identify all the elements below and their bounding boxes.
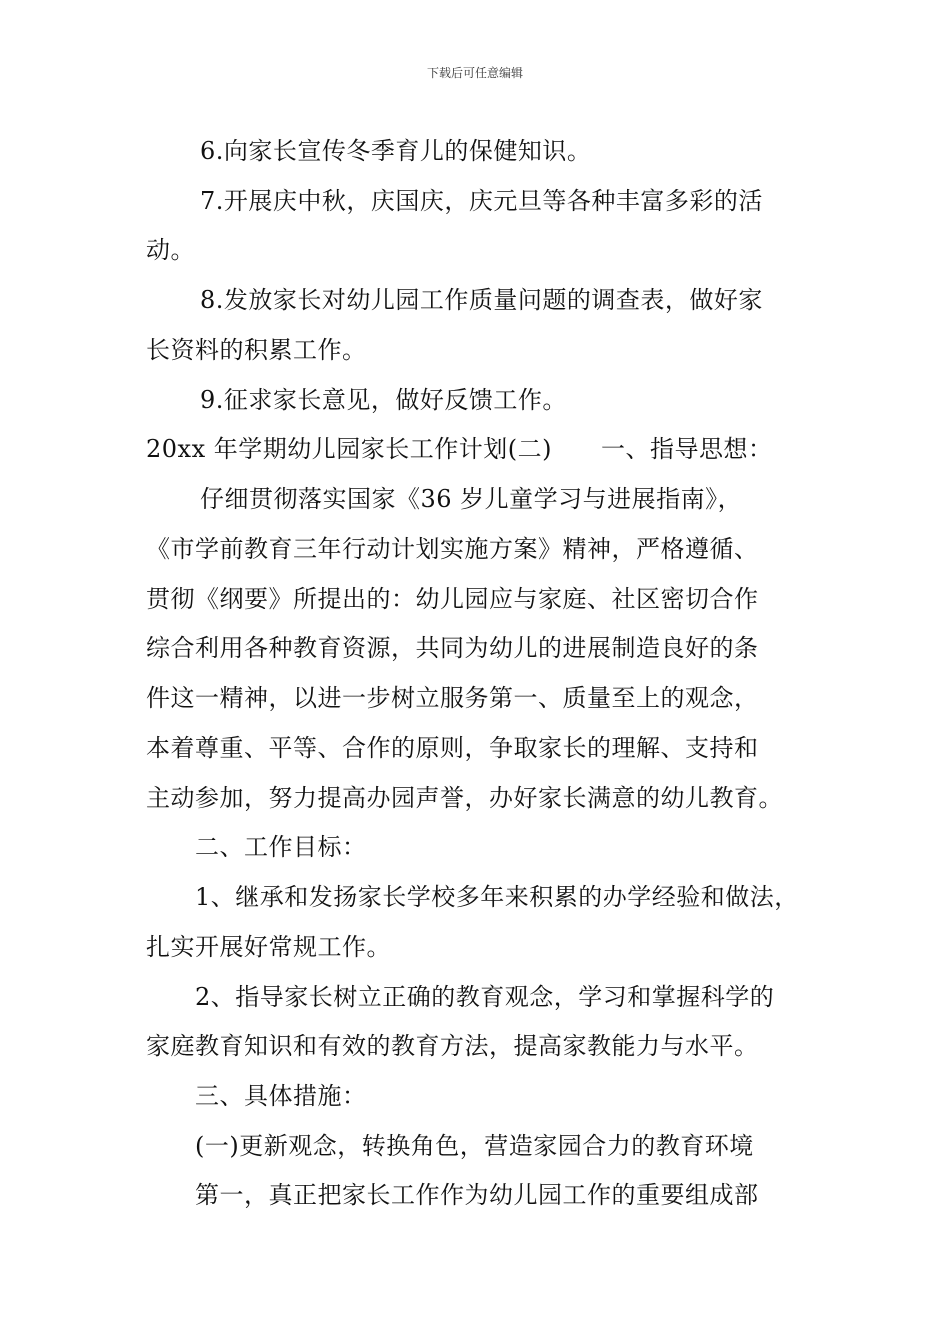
paragraph-line: 长资料的积累工作。 <box>146 336 367 364</box>
section-heading: 二、工作目标： <box>195 833 367 861</box>
paragraph-line: 扎实开展好常规工作。 <box>146 933 391 961</box>
paragraph-line: 1、继承和发扬家长学校多年来积累的办学经验和做法， <box>195 883 799 911</box>
paragraph-line: 主动参加，努力提高办园声誉，办好家长满意的幼儿教育。 <box>146 784 783 812</box>
paragraph-line: 件这一精神，以进一步树立服务第一、质量至上的观念， <box>146 684 759 712</box>
paragraph-line: 7.开展庆中秋，庆国庆，庆元旦等各种丰富多彩的活 <box>200 187 763 215</box>
subsection-heading: (一)更新观念，转换角色，营造家园合力的教育环境 <box>195 1132 754 1160</box>
paragraph-line: 6.向家长宣传冬季育儿的保健知识。 <box>200 137 592 165</box>
paragraph-line: 仔细贯彻落实国家《36 岁儿童学习与进展指南》， <box>200 485 743 513</box>
paragraph-line: 综合利用各种教育资源，共同为幼儿的进展制造良好的条 <box>146 634 759 662</box>
paragraph-line: 《市学前教育三年行动计划实施方案》精神，严格遵循、 <box>146 535 759 563</box>
paragraph-line: 8.发放家长对幼儿园工作质量问题的调查表，做好家 <box>200 286 763 314</box>
section-title: 20xx 年学期幼儿园家长工作计划(二) 一、指导思想： <box>146 435 773 463</box>
paragraph-line: 第一，真正把家长工作作为幼儿园工作的重要组成部 <box>195 1181 759 1209</box>
paragraph-line: 9.征求家长意见，做好反馈工作。 <box>200 386 567 414</box>
paragraph-line: 本着尊重、平等、合作的原则，争取家长的理解、支持和 <box>146 734 759 762</box>
paragraph-line: 2、指导家长树立正确的教育观念，学习和掌握科学的 <box>195 983 775 1011</box>
section-heading: 三、具体措施： <box>195 1082 367 1110</box>
paragraph-line: 家庭教育知识和有效的教育方法，提高家教能力与水平。 <box>146 1032 759 1060</box>
paragraph-line: 贯彻《纲要》所提出的：幼儿园应与家庭、社区密切合作 <box>146 585 759 613</box>
page-header: 下载后可任意编辑 <box>426 66 523 80</box>
paragraph-line: 动。 <box>146 236 195 264</box>
